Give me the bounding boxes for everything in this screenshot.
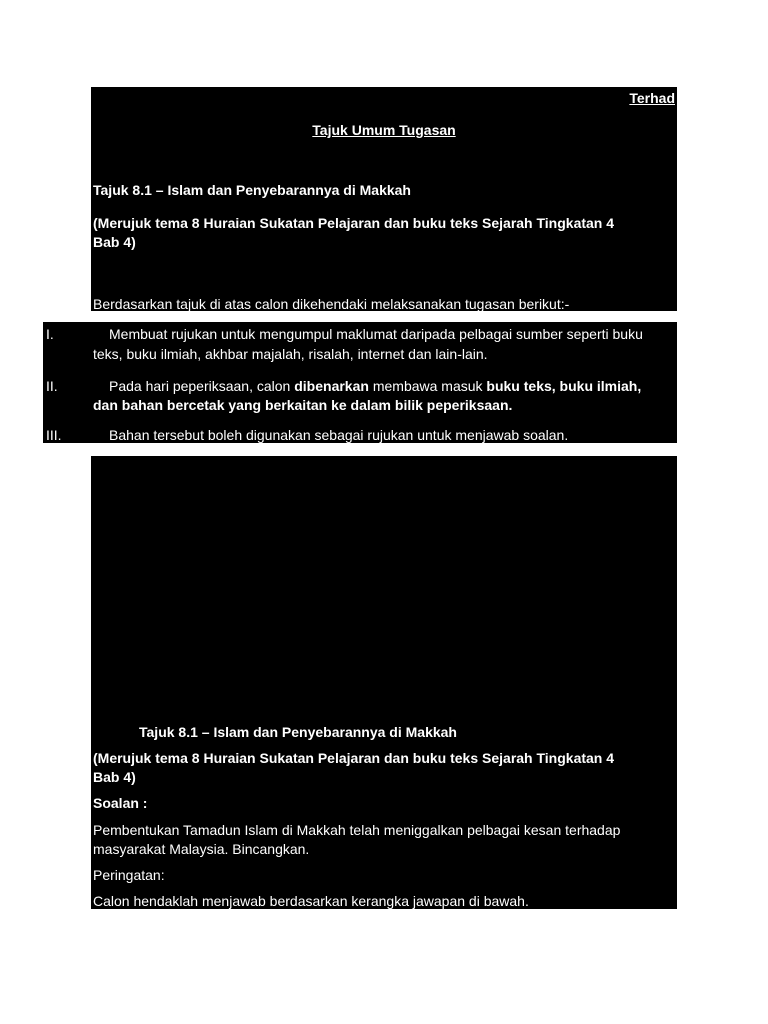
question-text-2: masyarakat Malaysia. Bincangkan. <box>93 841 310 857</box>
reference-line-2: Bab 4) <box>93 234 136 250</box>
topic-title: Tajuk 8.1 – Islam dan Penyebarannya di Makkah <box>93 182 411 198</box>
reference-line-1: (Merujuk tema 8 Huraian Sukatan Pelajaran dan buku teks Sejarah Tingkatan 4 <box>93 750 615 766</box>
list-item-number: I. <box>46 326 54 342</box>
page-heading: Tajuk Umum Tugasan <box>312 122 456 138</box>
warning-label: Peringatan: <box>93 867 165 883</box>
classification-label: Terhad <box>629 90 675 106</box>
question-label: Soalan : <box>93 795 148 811</box>
text-emphasis: dibenarkan <box>294 378 369 394</box>
question-text-1: Pembentukan Tamadun Islam di Makkah telah meniggalkan pelbagai kesan terhadap <box>93 822 621 838</box>
list-item-text: Membuat rujukan untuk mengumpul maklumat daripada pelbagai sumber seperti buku <box>109 326 643 342</box>
list-item-number: III. <box>46 427 62 443</box>
reference-line-2: Bab 4) <box>93 769 136 785</box>
reference-line-1: (Merujuk tema 8 Huraian Sukatan Pelajaran dan buku teks Sejarah Tingkatan 4 <box>93 215 615 231</box>
text-segment: Pada hari peperiksaan, calon <box>109 378 295 394</box>
list-item-text: Bahan tersebut boleh digunakan sebagai rujukan untuk menjawab soalan. <box>109 427 569 443</box>
topic-title: Tajuk 8.1 – Islam dan Penyebarannya di Makkah <box>139 724 457 740</box>
task-intro: Berdasarkan tajuk di atas calon dikehendaki melaksanakan tugasan berikut:- <box>93 296 570 312</box>
list-item-text <box>109 376 641 396</box>
list-item-number: II. <box>46 378 58 394</box>
text-emphasis: buku teks, buku ilmiah, <box>486 378 642 394</box>
list-item-text: teks, buku ilmiah, akhbar majalah, risalah, internet dan lain-lain. <box>93 346 488 362</box>
list-item-text: dan bahan bercetak yang berkaitan ke dalam bilik peperiksaan. <box>93 397 513 413</box>
instruction-text: Calon hendaklah menjawab berdasarkan kerangka jawapan di bawah. <box>93 893 529 909</box>
text-segment: membawa masuk <box>368 378 487 394</box>
